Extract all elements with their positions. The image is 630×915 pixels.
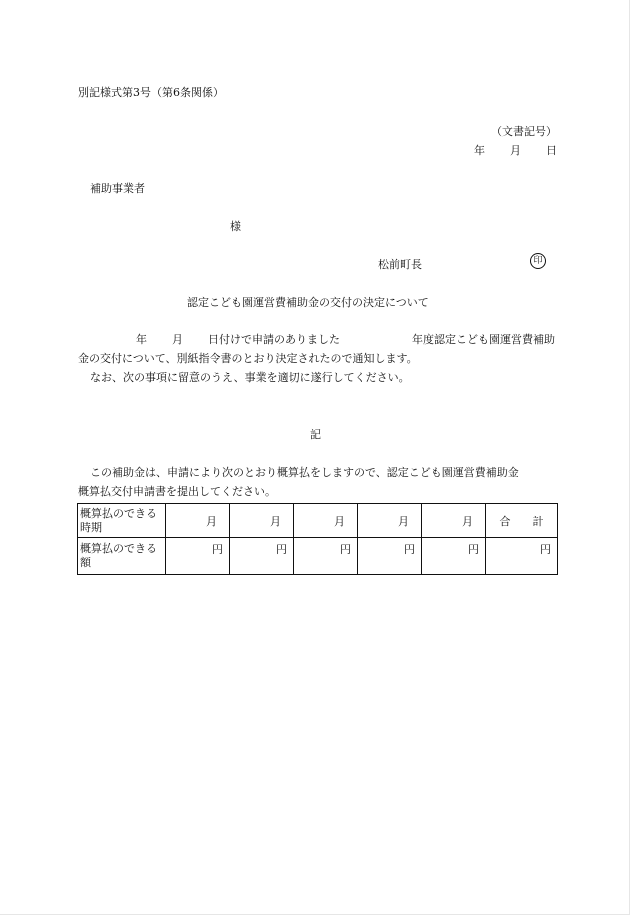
row-head-period: 概算払のできる時期 (78, 504, 166, 538)
body-tail: 年度認定こども園運営費補助 (412, 333, 555, 346)
body-line-3: なお、次の事項に留意のうえ、事業を適切に遂行してください。 (90, 371, 410, 384)
month-cell: 月 (358, 504, 422, 538)
seal-stamp: 印 (530, 253, 546, 269)
payment-schedule-table (77, 503, 558, 575)
month-cell: 月 (294, 504, 358, 538)
issuer-name: 松前町長 (378, 258, 422, 271)
ki-heading: 記 (310, 428, 321, 441)
document-title: 認定こども園運営費補助金の交付の決定について (187, 296, 429, 309)
body-year: 年 (136, 333, 147, 346)
body-month: 月 (172, 333, 183, 346)
total-amount-cell: 円 (486, 538, 558, 575)
date-year: 年 (474, 144, 485, 157)
body-line-2: 金の交付について、別紙指令書のとおり決定されたので通知します。 (78, 352, 418, 365)
form-label: 別記様式第3号（第6条関係） (78, 86, 224, 99)
amount-cell: 円 (294, 538, 358, 575)
date-month: 月 (510, 144, 521, 157)
note-line-2: 概算払交付申請書を提出してください。 (78, 485, 276, 498)
amount-cell: 円 (422, 538, 486, 575)
note-line-1: この補助金は、申請により次のとおり概算払をしますので、認定こども園運営費補助金 (90, 466, 519, 479)
document-number: （文書記号） (491, 125, 557, 138)
row-head-amount: 概算払のできる額 (78, 538, 166, 575)
total-header: 合 計 (486, 504, 558, 538)
month-cell: 月 (422, 504, 486, 538)
month-cell: 月 (166, 504, 230, 538)
recipient-title: 補助事業者 (90, 182, 145, 195)
table-row (78, 504, 558, 538)
month-cell: 月 (230, 504, 294, 538)
amount-cell: 円 (358, 538, 422, 575)
date-day: 日 (546, 144, 557, 157)
table-row (78, 538, 558, 575)
body-text: 日付けで申請のありました (208, 333, 340, 346)
amount-cell: 円 (230, 538, 294, 575)
recipient-honorific: 様 (230, 220, 241, 233)
amount-cell: 円 (166, 538, 230, 575)
